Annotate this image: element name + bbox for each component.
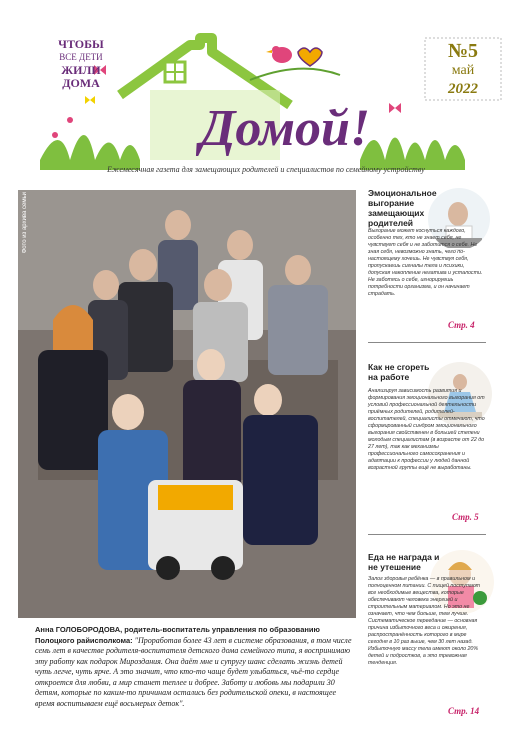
article-title: Эмоциональное выгорание замещающих родителей xyxy=(368,188,437,228)
issue-year: 2022 xyxy=(448,81,478,97)
family-photo xyxy=(18,190,356,618)
slogan-line: ДОМА xyxy=(62,76,100,90)
caption-quote: "Проработав более 43 лет в системе образования, в том числе семь лет в качестве родителя-воспитателя детского дома семейного типа, я воспринимаю эту работу как подарок Мироздания. Она даёт мне и супругу шанс сделать жизнь детей чуть легче, чуть ярче. А это значит, что кто-то чаще будет улыбаться, чьё-то сердце откроется для любви, а мир станет теплее и добрее. Заботу и любовь мы подарили 30 детям, которые по каким-то причинам остались без родительской опеки, в настоящее время воспитываем ещё восьмерых деток". xyxy=(35,635,352,708)
flower-icon xyxy=(67,117,73,123)
article-body: Анализируя зависимость развития и формирования эмоционального выгорания от условий профессиональной деятельности приёмных родителей, родителей-воспитателей, специалисты отмечают, что сформированный синдром эмоционального выгорания свойственен в большей степени молодым специалистам (в возрасте от 22 до 27 лет), так как механизмы профессионального самосохранения и адаптации к профессии у людей данной возрастной группы ещё не выработаны. xyxy=(368,388,485,471)
slogan-line: ЖИЛИ xyxy=(61,63,101,77)
issue-number: №5 xyxy=(447,40,479,62)
tagline: Ежемесячная газета для замещающих родителей и специалистов по семейному устройству xyxy=(107,165,425,174)
butterfly-icon xyxy=(85,96,95,104)
page-reference: Стр. 14 xyxy=(448,706,480,716)
flower-icon xyxy=(52,132,58,138)
masthead xyxy=(0,0,532,185)
page-reference: Стр. 4 xyxy=(448,320,475,330)
vine-icon xyxy=(250,69,340,80)
article-body: Выгорание может коснуться каждого, особенно тех, кто не знает себя, не чувствует себя и не заботится о себе. Не зная себя, невозможно знать, чего по-настоящему хочешь. Не чувствуя себя, пропускаешь сигналы тела и психики, допуская накопление негатива и усталости. Не заботясь о себе, игнорируешь потребности организма, и он начинает страдать. xyxy=(368,228,483,297)
page-reference: Стр. 5 xyxy=(452,512,479,522)
issue-box xyxy=(428,40,498,98)
caption-author: Анна ГОЛОБОРОДОВА, родитель-воспитатель управления по образованию Полоцкого райисполкома: xyxy=(35,625,320,645)
photo-credit: Фото из архива семьи xyxy=(22,192,28,254)
heart-icon xyxy=(298,48,322,66)
article-divider xyxy=(368,342,486,343)
issue-month: май xyxy=(451,63,475,78)
slogan-line: ВСЕ ДЕТИ xyxy=(59,52,103,62)
article-title: Еда не награда и не утешение xyxy=(368,552,440,572)
slogan xyxy=(40,38,122,90)
article-title: Как не сгореть на работе xyxy=(368,362,430,382)
family-photo-image xyxy=(18,190,356,618)
newspaper-logo: Домой! xyxy=(199,100,371,157)
slogan-line: ЧТОБЫ xyxy=(58,37,104,51)
photo-caption xyxy=(35,625,355,709)
article-divider xyxy=(368,534,486,535)
article-body: Залог здоровья ребёнка — в правильном и полноценном питании. С пищей поступают все необходимые вещества, которые обеспечивают человека энергией и строительным материалом. Но это не означает, что чем больше, тем лучше. Систематическое переедание — основная причина избыточного веса и ожирения, распространённость которого в мире сегодня в 10 раз выше, чем 30 лет назад. Избыточную массу тела имеют около 20% детей и подростков, а это тревожная тенденция. xyxy=(368,576,481,666)
